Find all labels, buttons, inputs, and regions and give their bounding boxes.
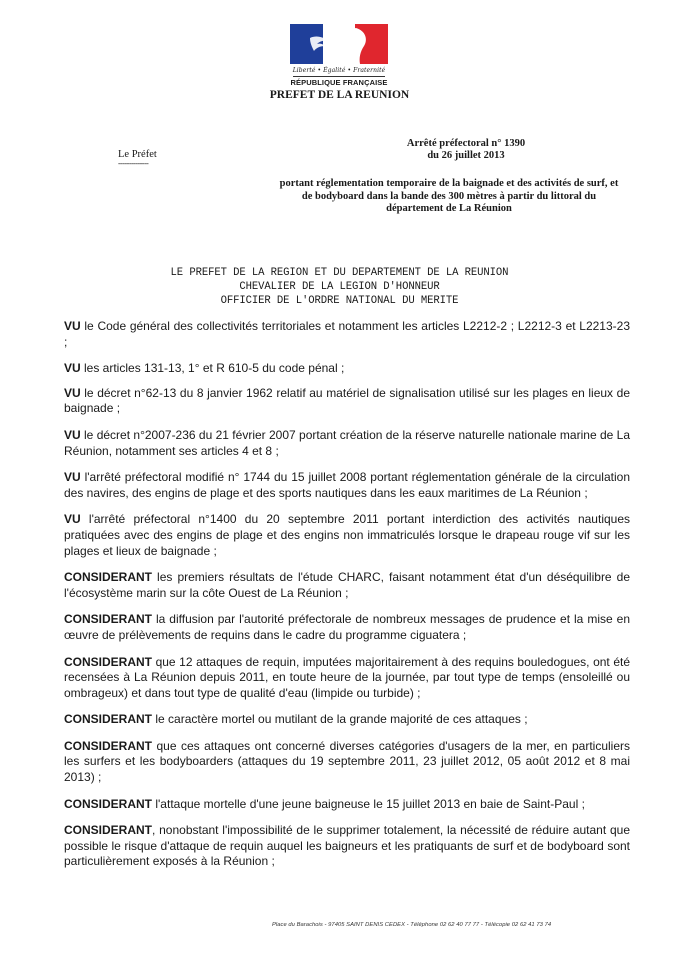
- le-prefet-label: Le Préfet: [118, 149, 157, 160]
- recital-text: le décret n°2007-236 du 21 février 2007 portant création de la réserve naturelle nationale marine de La Réunion, notamment ses articles 4 et 8 ;: [64, 427, 630, 458]
- recital-keyword: CONSIDERANT: [64, 612, 153, 627]
- tricolor-flag-icon: [290, 24, 388, 64]
- recital-paragraph: [64, 739, 630, 786]
- recital-text: que 12 attaques de requin, imputées majoritairement à des requins bouledogues, ont été recensées à La Réunion depuis 2011, en toute heure de la journée, par tout type de temps (ensoleillé ou ombrageux) et dans tout type de qualité d'eau (limpide ou turbide) ;: [64, 654, 630, 700]
- authority-line-3: OFFICIER DE L'ORDRE NATIONAL DU MERITE: [220, 295, 459, 307]
- republique-francaise-label: RÉPUBLIQUE FRANÇAISE: [290, 78, 388, 87]
- authority-line-2: CHEVALIER DE LA LEGION D'HONNEUR: [239, 281, 440, 293]
- recital-text: les articles 131-13, 1° et R 610-5 du code pénal ;: [80, 361, 345, 376]
- recital-paragraph: [64, 428, 630, 459]
- recital-paragraph: [64, 470, 630, 501]
- recital-text: le Code général des collectivités territoriales et notamment les articles L2212-2 ; L2212-3 et L2213-23 ;: [64, 319, 630, 349]
- recital-text: l'arrêté préfectoral n°1400 du 20 septembre 2011 portant interdiction des activités nautiques pratiquées avec des engins de plage et des engins non immatriculés lorsque le drapeau rouge vif sur les plages et lieux de baignade ;: [64, 512, 630, 558]
- recital-text: la diffusion par l'autorité préfectorale de nombreux messages de prudence et la mise en œuvre de prélèvements de requins dans le cadre du programme ciguatera ;: [64, 612, 630, 642]
- recital-keyword: CONSIDERANT: [64, 823, 153, 838]
- recital-text: les premiers résultats de l'étude CHARC, faisant notamment état d'un déséquilibre de l'écosystème marin sur la côte Ouest de La Réunion ;: [64, 570, 630, 600]
- recital-paragraph: [64, 712, 630, 728]
- recital-keyword: CONSIDERANT: [64, 654, 153, 669]
- logo-divider: [293, 76, 385, 77]
- recital-keyword: VU: [64, 319, 81, 333]
- recital-keyword: VU: [64, 361, 81, 376]
- arrete-number: Arrêté préfectoral n° 1390: [406, 138, 526, 149]
- recital-paragraph: [64, 512, 630, 559]
- republic-motto: Liberté • Égalité • Fraternité: [292, 67, 386, 74]
- recital-keyword: CONSIDERANT: [64, 712, 153, 727]
- footer-address: Place du Barachois - 97405 SAINT DENIS CEDEX - Téléphone 02 62 40 77 77 - Télécopie 02 62 41 73 74: [272, 922, 552, 928]
- prefecture-title: PREFET DE LA REUNION: [269, 89, 410, 101]
- recital-keyword: CONSIDERANT: [64, 738, 153, 753]
- recital-paragraph: [64, 361, 630, 377]
- recitals-list: [64, 319, 630, 870]
- recital-paragraph: [64, 797, 630, 813]
- authority-block: [0, 266, 679, 308]
- recital-keyword: CONSIDERANT: [64, 570, 153, 585]
- recital-keyword: VU: [64, 385, 81, 400]
- arrete-heading: [318, 138, 614, 162]
- recital-keyword: VU: [64, 470, 81, 485]
- recital-paragraph: [64, 823, 630, 870]
- arrete-subject: portant réglementation temporaire de la baignade et des activités de surf, et de bodyboard dans la bande des 300 mètres à partir du littoral du département de La Réunion: [279, 178, 619, 214]
- recital-paragraph: [64, 570, 630, 601]
- recital-paragraph: [64, 319, 630, 350]
- recital-text: l'arrêté préfectoral modifié n° 1744 du 15 juillet 2008 portant réglementation générale de la circulation des navires, des engins de plage et des sports nautiques dans les eaux maritimes de La Réunion ;: [64, 470, 630, 500]
- authority-line-1: LE PREFET DE LA REGION ET DU DEPARTEMENT DE LA REUNION: [170, 267, 509, 279]
- recital-paragraph: [64, 612, 630, 643]
- recital-text: le décret n°62-13 du 8 janvier 1962 relatif au matériel de signalisation utilisé sur les plages en lieux de baignade ;: [64, 385, 630, 416]
- recital-text: que ces attaques ont concerné diverses catégories d'usagers de la mer, en particuliers les surfers et les bodyboarders (attaques du 19 septembre 2011, 23 juillet 2012, 05 août 2012 et 8 mai 2013) ;: [64, 738, 630, 785]
- recital-keyword: CONSIDERANT: [64, 796, 153, 811]
- recital-text: , nonobstant l'impossibilité de le supprimer totalement, la nécessité de réduire autant que possible le risque d'attaque de requin auquel les baigneurs et les pratiquants de surf et de bodyboard sont particulièrement exposés à la Réunion ;: [64, 823, 630, 869]
- recital-keyword: VU: [64, 512, 81, 527]
- recital-text: le caractère mortel ou mutilant de la grande majorité de ces attaques ;: [152, 712, 528, 727]
- marianne-logo: [286, 24, 392, 87]
- marianne-profile-icon: [290, 24, 388, 64]
- recital-keyword: VU: [64, 427, 81, 442]
- recital-paragraph: [64, 386, 630, 417]
- recital-paragraph: [64, 655, 630, 702]
- le-prefet-rule: --------------: [118, 159, 149, 168]
- arrete-date: du 26 juillet 2013: [427, 150, 505, 161]
- le-prefet-block: [118, 149, 157, 167]
- recital-text: l'attaque mortelle d'une jeune baigneuse le 15 juillet 2013 en baie de Saint-Paul ;: [152, 796, 585, 811]
